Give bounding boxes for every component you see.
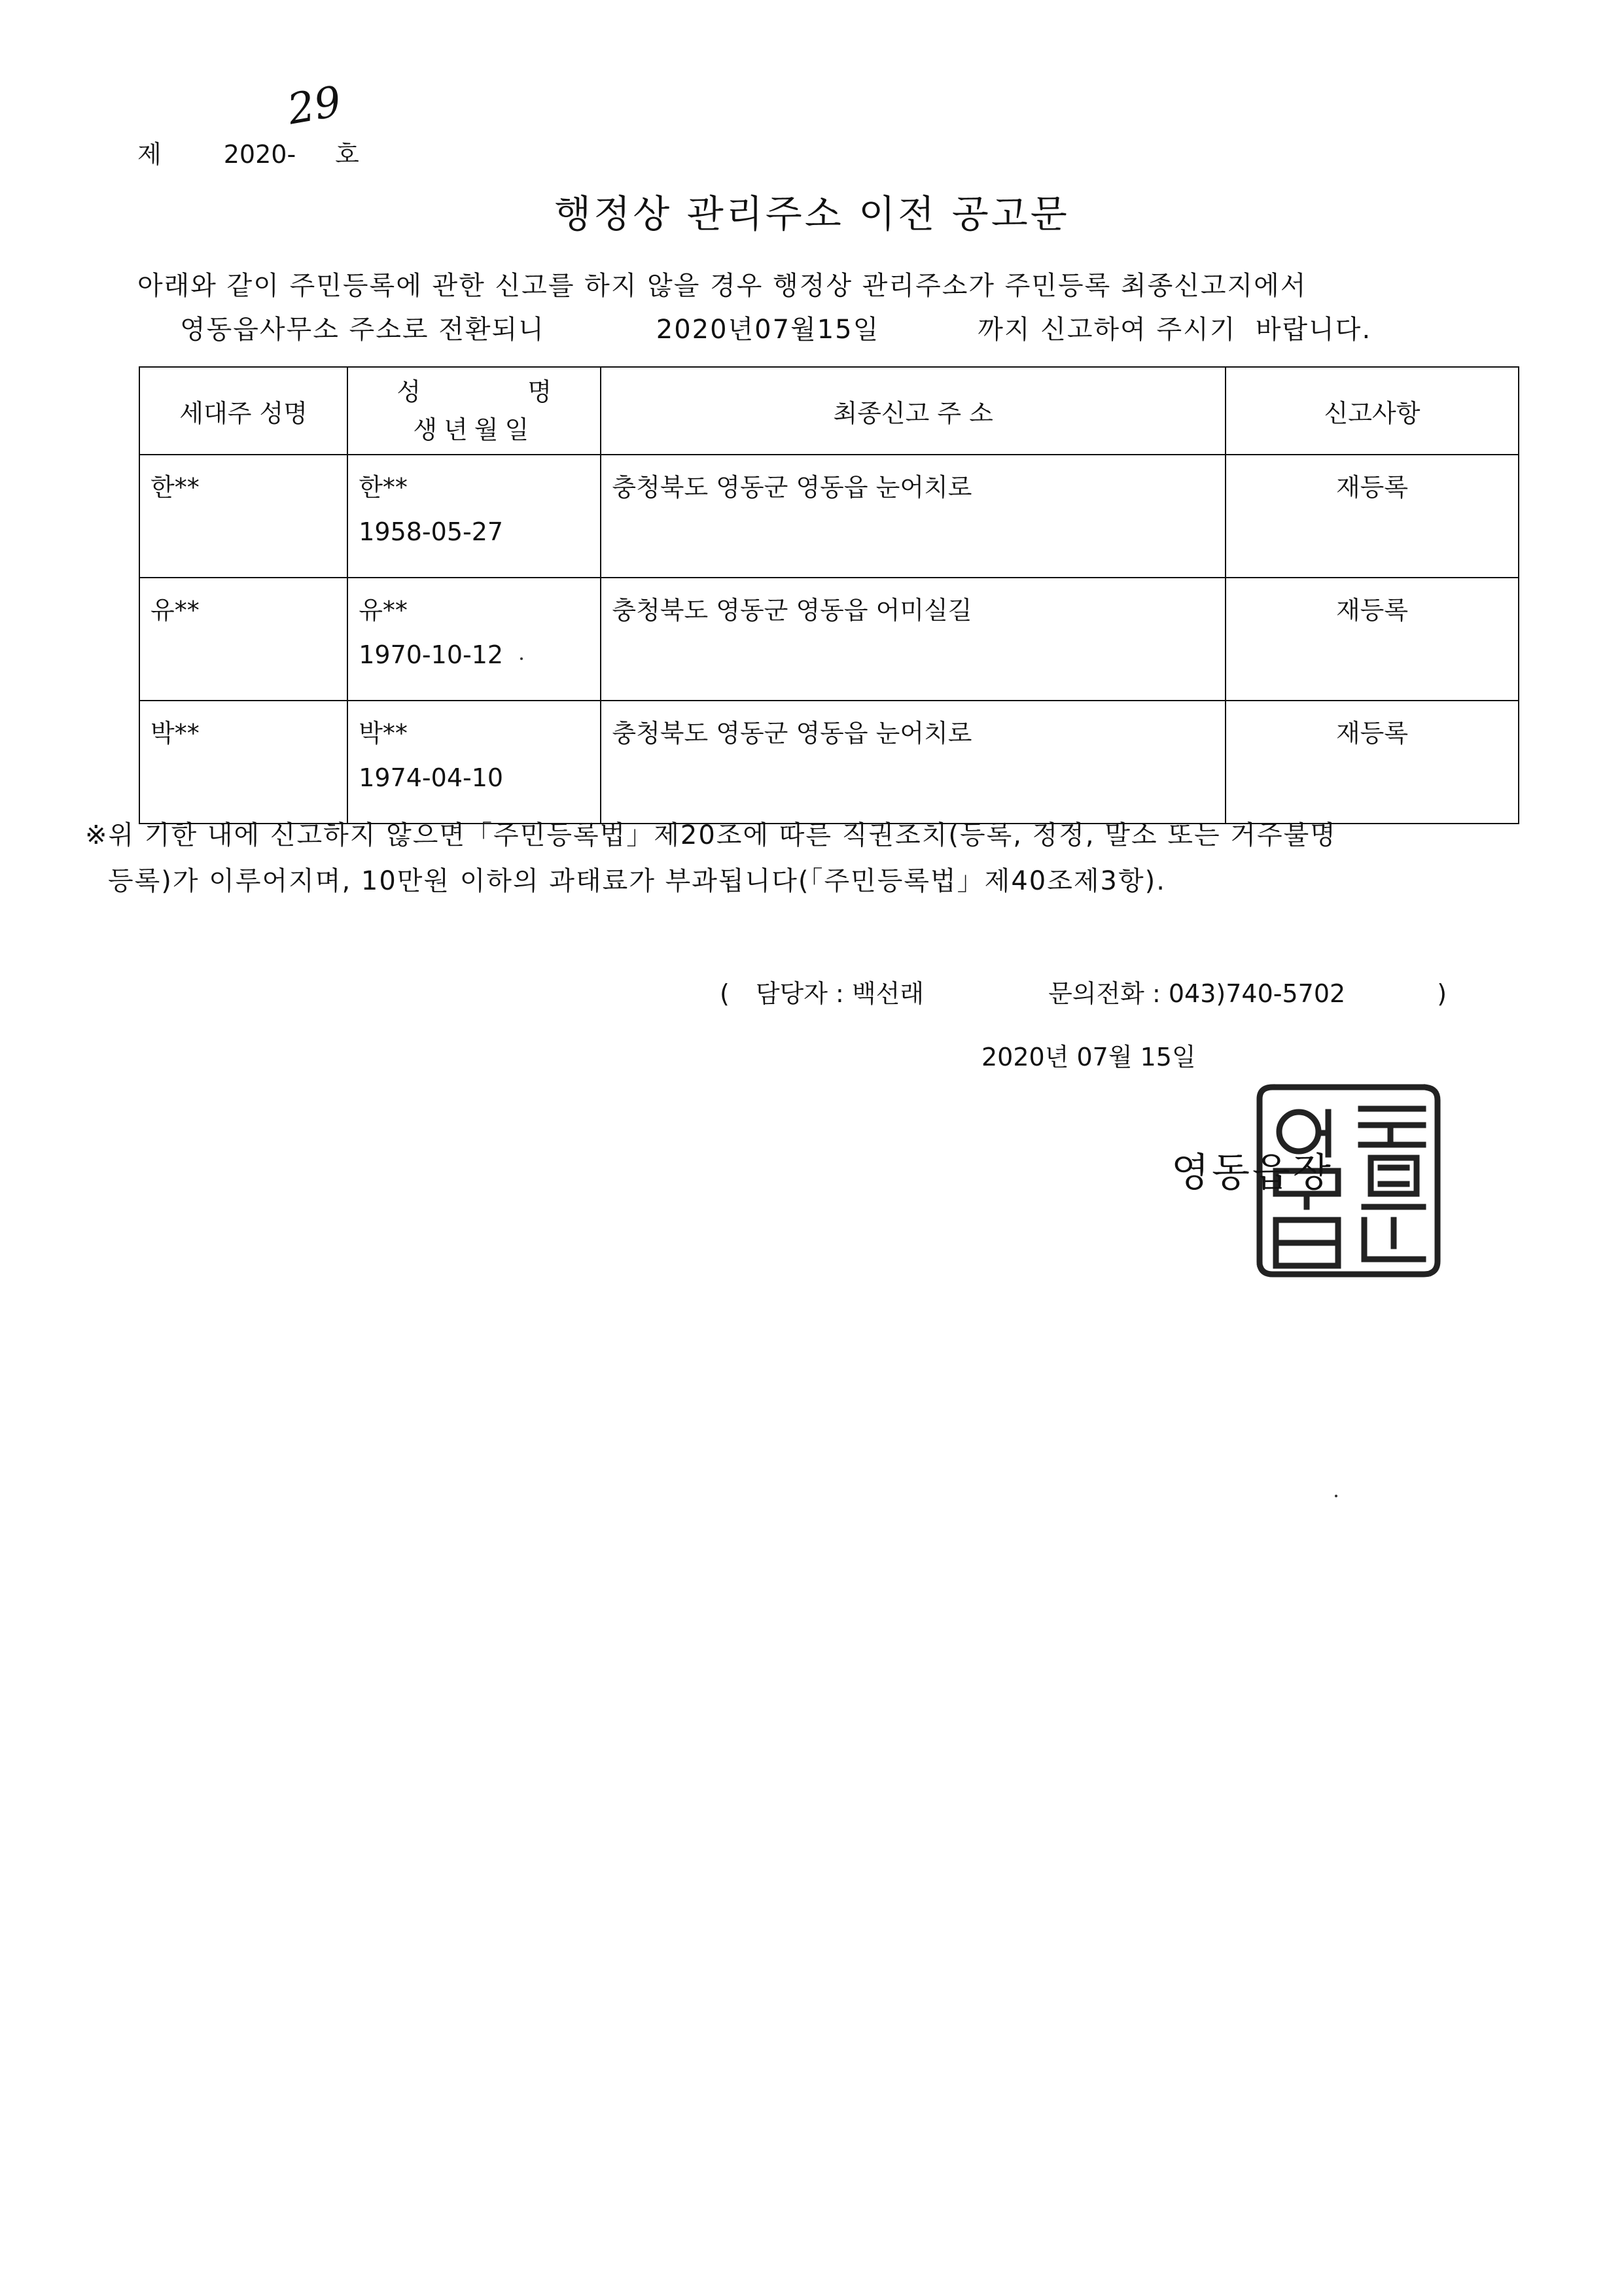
- cell-name: 유**: [359, 596, 408, 625]
- cell-householder: 한**: [139, 455, 347, 578]
- cell-householder: 유**: [139, 578, 347, 701]
- cell-address: 충청북도 영동군 영동읍 어미실길: [601, 578, 1226, 701]
- contact-phone: 043)740-5702: [1168, 979, 1346, 1008]
- contact-person: 백선래: [851, 979, 925, 1008]
- cell-name-birth: [347, 578, 601, 701]
- header-address: 최종신고 주 소: [601, 367, 1226, 455]
- header-name-birthdate: [347, 367, 601, 455]
- deadline-date: 2020년07월15일: [656, 315, 880, 345]
- intro-line-2-end: 까지 신고하여 주시기 바랍니다.: [978, 315, 1372, 345]
- cell-address: 충청북도 영동군 영동읍 눈어치로: [601, 455, 1226, 578]
- contact-open-paren: (: [720, 979, 730, 1008]
- signer-name: 영동읍장: [1171, 1150, 1333, 1196]
- cell-name: 박**: [359, 719, 408, 748]
- header-householder: 세대주 성명: [139, 367, 347, 455]
- header-birthdate: 생년월일: [413, 415, 536, 444]
- scan-speck: [1335, 1495, 1337, 1497]
- cell-name-birth: [347, 701, 601, 824]
- contact-info: [720, 973, 1447, 1009]
- cell-birth: 1970-10-12: [359, 640, 504, 669]
- scan-speck: [520, 657, 523, 660]
- intro-line-2: [180, 309, 1371, 346]
- header-name-right: 명: [527, 377, 552, 406]
- header-report: 신고사항: [1226, 367, 1519, 455]
- doc-number-suffix: 호: [335, 140, 359, 169]
- contact-close-paren: ): [1437, 979, 1447, 1008]
- contact-phone-label: 문의전화 :: [1048, 979, 1161, 1008]
- doc-number-dash: -: [287, 140, 296, 169]
- header-name-left: 성: [397, 377, 421, 406]
- table-row: [139, 701, 1519, 824]
- cell-householder: 박**: [139, 701, 347, 824]
- cell-status: 재등록: [1226, 455, 1519, 578]
- table-row: [139, 455, 1519, 578]
- intro-line-2-start: 영동읍사무소 주소로 전환되니: [180, 315, 545, 345]
- table-row: [139, 578, 1519, 701]
- doc-number-year: 2020: [223, 140, 287, 169]
- notice-line-2: 등록)가 이루어지며, 10만원 이하의 과태료가 부과됩니다(「주민등록법」제40조제3항).: [108, 866, 1166, 896]
- page-title: 행정상 관리주소 이전 공고문: [554, 192, 1070, 236]
- cell-birth: 1958-05-27: [359, 517, 504, 546]
- cell-address: 충청북도 영동군 영동읍 눈어치로: [601, 701, 1226, 824]
- document-number: [137, 134, 359, 170]
- records-table: [139, 366, 1519, 824]
- table-header-row: [139, 367, 1519, 455]
- cell-status: 재등록: [1226, 701, 1519, 824]
- cell-birth: 1974-04-10: [359, 763, 504, 792]
- notice-line-1: ※위 기한 내에 신고하지 않으면「주민등록법」제20조에 따른 직권조치(등록, 정정, 말소 또는 거주불명: [85, 820, 1337, 850]
- cell-name-birth: [347, 455, 601, 578]
- cell-status: 재등록: [1226, 578, 1519, 701]
- intro-line-1: 아래와 같이 주민등록에 관한 신고를 하지 않을 경우 행정상 관리주소가 주민등록 최종신고지에서: [137, 271, 1307, 301]
- doc-number-prefix: 제: [137, 140, 162, 169]
- contact-person-label: 담당자 :: [755, 979, 844, 1008]
- issue-date: 2020년 07월 15일: [981, 1043, 1196, 1071]
- handwritten-number: 29: [284, 77, 345, 135]
- cell-name: 한**: [359, 473, 408, 502]
